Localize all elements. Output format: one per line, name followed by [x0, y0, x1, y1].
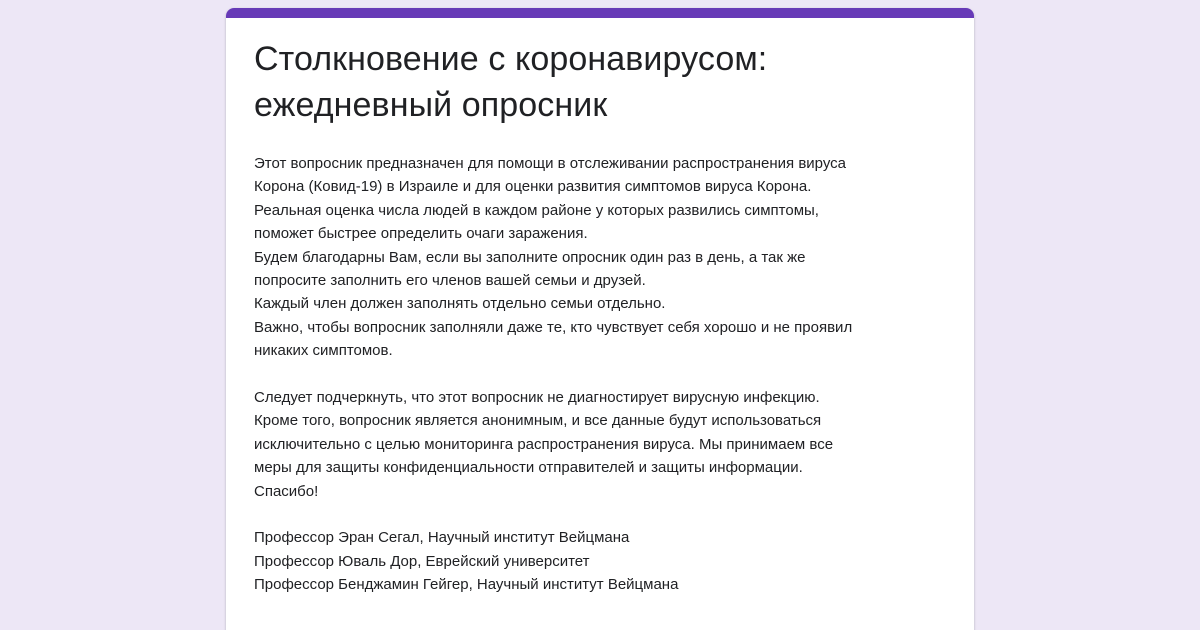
author-line: Профессор Эран Сегал, Научный институт Вейцмана	[254, 529, 630, 547]
description-line: исключительно с целью мониторинга распространения вируса. Мы принимаем все	[254, 435, 834, 453]
description-line: Кроме того, вопросник является анонимным, и все данные будут использоваться	[254, 412, 822, 430]
description-line: Реальная оценка числа людей в каждом районе у которых развились симптомы,	[254, 201, 819, 219]
description-line: Корона (Ковид-19) в Израиле и для оценки развития симптомов вируса Корона.	[254, 178, 812, 196]
description-line: Этот вопросник предназначен для помощи в отслеживании распространения вируса	[254, 155, 847, 172]
form-header-card	[226, 8, 974, 630]
author-line: Профессор Бенджамин Гейгер, Научный институт Вейцмана	[254, 576, 679, 594]
card-content	[254, 36, 954, 597]
description-line: меры для защиты конфиденциальности отправителей и защиты информации.	[254, 459, 803, 477]
form-title-line: ежедневный опросник	[254, 86, 608, 124]
description-line: попросите заполнить его членов вашей семьи и друзей.	[254, 272, 646, 290]
form-title	[254, 36, 954, 128]
description-line: Каждый член должен заполнять отдельно семьи отдельно.	[254, 295, 666, 313]
card-accent-bar	[226, 8, 974, 18]
description-line: Важно, чтобы вопросник заполняли даже те, кто чувствует себя хорошо и не проявил	[254, 318, 853, 336]
form-title-line: Столкновение с коронавирусом:	[254, 40, 768, 78]
paragraph-gap	[254, 363, 954, 386]
paragraph-gap	[254, 503, 954, 526]
description-line: Будем благодарны Вам, если вы заполните опросник один раз в день, а так же	[254, 248, 806, 266]
description-line: Спасибо!	[254, 482, 319, 500]
description-line: поможет быстрее определить очаги заражения.	[254, 225, 588, 243]
author-line: Профессор Юваль Дор, Еврейский университет	[254, 552, 590, 570]
description-line: Следует подчеркнуть, что этот вопросник не диагностирует вирусную инфекцию.	[254, 389, 820, 407]
form-description	[254, 152, 954, 597]
description-line: никаких симптомов.	[254, 342, 393, 360]
